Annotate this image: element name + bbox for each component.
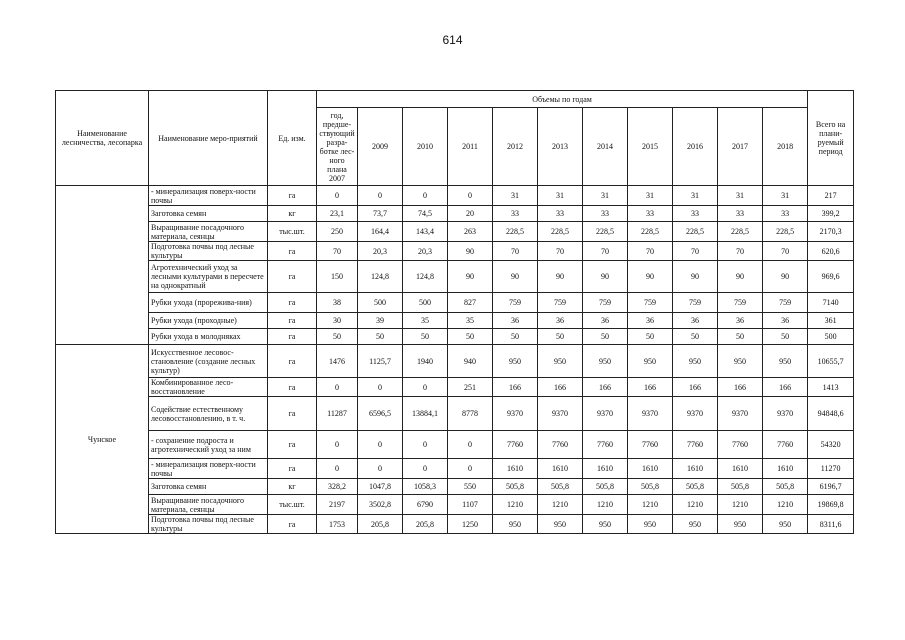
value-cell: 143,4 bbox=[403, 222, 448, 242]
value-cell: 36 bbox=[493, 313, 538, 329]
total-cell: 94848,6 bbox=[808, 397, 854, 431]
unit-cell: га bbox=[268, 345, 317, 378]
value-cell: 30 bbox=[317, 313, 358, 329]
header-forestry: Наименование лесничества, лесопарка bbox=[56, 91, 149, 186]
value-cell: 36 bbox=[583, 313, 628, 329]
header-year: 2012 bbox=[493, 108, 538, 186]
value-cell: 9370 bbox=[583, 397, 628, 431]
value-cell: 950 bbox=[763, 345, 808, 378]
table-row bbox=[56, 261, 854, 293]
value-cell: 550 bbox=[448, 479, 493, 495]
value-cell: 0 bbox=[448, 186, 493, 206]
value-cell: 228,5 bbox=[538, 222, 583, 242]
value-cell: 500 bbox=[403, 293, 448, 313]
unit-cell: кг bbox=[268, 206, 317, 222]
measure-name: Содействие естественному лесовосстановлению, в т. ч. bbox=[149, 397, 268, 431]
value-cell: 759 bbox=[763, 293, 808, 313]
header-year: 2015 bbox=[628, 108, 673, 186]
value-cell: 950 bbox=[628, 345, 673, 378]
value-cell: 33 bbox=[583, 206, 628, 222]
total-cell: 361 bbox=[808, 313, 854, 329]
measure-name: Искусственное лесовос-становление (создание лесных культур) bbox=[149, 345, 268, 378]
measure-name: Выращивание посадочного материала, сеянцы bbox=[149, 222, 268, 242]
value-cell: 1940 bbox=[403, 345, 448, 378]
value-cell: 1210 bbox=[583, 495, 628, 515]
unit-cell: га bbox=[268, 515, 317, 534]
header-year: 2018 bbox=[763, 108, 808, 186]
value-cell: 1210 bbox=[628, 495, 673, 515]
table-row bbox=[56, 495, 854, 515]
value-cell: 1610 bbox=[628, 459, 673, 479]
value-cell: 35 bbox=[403, 313, 448, 329]
value-cell: 33 bbox=[493, 206, 538, 222]
value-cell: 940 bbox=[448, 345, 493, 378]
value-cell: 50 bbox=[493, 329, 538, 345]
value-cell: 20 bbox=[448, 206, 493, 222]
value-cell: 36 bbox=[718, 313, 763, 329]
value-cell: 505,8 bbox=[763, 479, 808, 495]
measure-name: Рубки ухода (прорежива-ния) bbox=[149, 293, 268, 313]
value-cell: 0 bbox=[358, 186, 403, 206]
value-cell: 33 bbox=[763, 206, 808, 222]
value-cell: 328,2 bbox=[317, 479, 358, 495]
value-cell: 70 bbox=[763, 242, 808, 261]
measure-name: Агротехнический уход за лесными культурами в пересчете на однократный bbox=[149, 261, 268, 293]
value-cell: 205,8 bbox=[358, 515, 403, 534]
value-cell: 50 bbox=[538, 329, 583, 345]
value-cell: 228,5 bbox=[583, 222, 628, 242]
measure-name: Подготовка почвы под лесные культуры bbox=[149, 515, 268, 534]
value-cell: 7760 bbox=[673, 431, 718, 459]
value-cell: 90 bbox=[448, 261, 493, 293]
value-cell: 9370 bbox=[538, 397, 583, 431]
table-row bbox=[56, 242, 854, 261]
value-cell: 74,5 bbox=[403, 206, 448, 222]
measure-name: - минерализация поверх-ности почвы bbox=[149, 186, 268, 206]
value-cell: 228,5 bbox=[628, 222, 673, 242]
value-cell: 7760 bbox=[493, 431, 538, 459]
value-cell: 759 bbox=[493, 293, 538, 313]
unit-cell: га bbox=[268, 397, 317, 431]
value-cell: 759 bbox=[628, 293, 673, 313]
value-cell: 90 bbox=[628, 261, 673, 293]
value-cell: 70 bbox=[718, 242, 763, 261]
total-cell: 620,6 bbox=[808, 242, 854, 261]
value-cell: 1610 bbox=[763, 459, 808, 479]
value-cell: 20,3 bbox=[403, 242, 448, 261]
value-cell: 90 bbox=[448, 242, 493, 261]
measure-name: - минерализация поверх-ности почвы bbox=[149, 459, 268, 479]
table-row bbox=[56, 222, 854, 242]
value-cell: 31 bbox=[673, 186, 718, 206]
table-row bbox=[56, 186, 854, 206]
value-cell: 505,8 bbox=[673, 479, 718, 495]
value-cell: 50 bbox=[403, 329, 448, 345]
value-cell: 166 bbox=[718, 378, 763, 397]
value-cell: 70 bbox=[493, 242, 538, 261]
value-cell: 0 bbox=[317, 431, 358, 459]
value-cell: 31 bbox=[583, 186, 628, 206]
unit-cell: кг bbox=[268, 479, 317, 495]
value-cell: 205,8 bbox=[403, 515, 448, 534]
value-cell: 1610 bbox=[493, 459, 538, 479]
value-cell: 250 bbox=[317, 222, 358, 242]
table-row bbox=[56, 515, 854, 534]
value-cell: 505,8 bbox=[628, 479, 673, 495]
value-cell: 124,8 bbox=[358, 261, 403, 293]
value-cell: 9370 bbox=[673, 397, 718, 431]
header-year: 2010 bbox=[403, 108, 448, 186]
total-cell: 10655,7 bbox=[808, 345, 854, 378]
value-cell: 0 bbox=[403, 459, 448, 479]
value-cell: 20,3 bbox=[358, 242, 403, 261]
value-cell: 9370 bbox=[718, 397, 763, 431]
value-cell: 9370 bbox=[628, 397, 673, 431]
value-cell: 124,8 bbox=[403, 261, 448, 293]
header-year: 2017 bbox=[718, 108, 763, 186]
total-cell: 54320 bbox=[808, 431, 854, 459]
total-cell: 19869,8 bbox=[808, 495, 854, 515]
value-cell: 9370 bbox=[763, 397, 808, 431]
total-cell: 969,6 bbox=[808, 261, 854, 293]
table-row bbox=[56, 378, 854, 397]
value-cell: 7760 bbox=[628, 431, 673, 459]
value-cell: 2197 bbox=[317, 495, 358, 515]
table-row bbox=[56, 329, 854, 345]
unit-cell: га bbox=[268, 329, 317, 345]
page-number: 614 bbox=[442, 33, 463, 47]
value-cell: 150 bbox=[317, 261, 358, 293]
forestry-name bbox=[56, 186, 149, 345]
total-cell: 7140 bbox=[808, 293, 854, 313]
value-cell: 0 bbox=[317, 186, 358, 206]
measure-name: Рубки ухода в молодняках bbox=[149, 329, 268, 345]
value-cell: 33 bbox=[673, 206, 718, 222]
value-cell: 0 bbox=[317, 378, 358, 397]
value-cell: 950 bbox=[763, 515, 808, 534]
value-cell: 33 bbox=[718, 206, 763, 222]
unit-cell: тыс.шт. bbox=[268, 495, 317, 515]
value-cell: 35 bbox=[448, 313, 493, 329]
value-cell: 36 bbox=[763, 313, 808, 329]
table-row bbox=[56, 293, 854, 313]
value-cell: 31 bbox=[718, 186, 763, 206]
header-volumes: Объемы по годам bbox=[317, 91, 808, 108]
value-cell: 23,1 bbox=[317, 206, 358, 222]
value-cell: 50 bbox=[718, 329, 763, 345]
unit-cell: га bbox=[268, 431, 317, 459]
value-cell: 0 bbox=[448, 459, 493, 479]
measure-name: Подготовка почвы под лесные культуры bbox=[149, 242, 268, 261]
value-cell: 505,8 bbox=[583, 479, 628, 495]
value-cell: 7760 bbox=[718, 431, 763, 459]
table-row bbox=[56, 206, 854, 222]
value-cell: 70 bbox=[538, 242, 583, 261]
value-cell: 0 bbox=[358, 378, 403, 397]
value-cell: 3502,8 bbox=[358, 495, 403, 515]
header-year: 2014 bbox=[583, 108, 628, 186]
total-cell: 6196,7 bbox=[808, 479, 854, 495]
value-cell: 38 bbox=[317, 293, 358, 313]
header-measure: Наименование меро-приятий bbox=[149, 91, 268, 186]
header-year: 2011 bbox=[448, 108, 493, 186]
value-cell: 6596,5 bbox=[358, 397, 403, 431]
value-cell: 759 bbox=[673, 293, 718, 313]
value-cell: 166 bbox=[673, 378, 718, 397]
value-cell: 759 bbox=[583, 293, 628, 313]
value-cell: 950 bbox=[718, 515, 763, 534]
unit-cell: га bbox=[268, 378, 317, 397]
unit-cell: га bbox=[268, 186, 317, 206]
value-cell: 228,5 bbox=[718, 222, 763, 242]
value-cell: 950 bbox=[583, 515, 628, 534]
value-cell: 166 bbox=[493, 378, 538, 397]
table-row bbox=[56, 345, 854, 378]
value-cell: 70 bbox=[673, 242, 718, 261]
value-cell: 228,5 bbox=[673, 222, 718, 242]
value-cell: 70 bbox=[583, 242, 628, 261]
unit-cell: га bbox=[268, 261, 317, 293]
header-year: 2016 bbox=[673, 108, 718, 186]
value-cell: 1610 bbox=[673, 459, 718, 479]
measure-name: Рубки ухода (проходные) bbox=[149, 313, 268, 329]
value-cell: 166 bbox=[538, 378, 583, 397]
value-cell: 263 bbox=[448, 222, 493, 242]
value-cell: 90 bbox=[583, 261, 628, 293]
value-cell: 950 bbox=[493, 345, 538, 378]
value-cell: 950 bbox=[538, 345, 583, 378]
header-base-year: год, предше-ствующий разра-ботке лес-ного плана 2007 bbox=[317, 108, 358, 186]
total-cell: 399,2 bbox=[808, 206, 854, 222]
value-cell: 50 bbox=[673, 329, 718, 345]
value-cell: 8778 bbox=[448, 397, 493, 431]
measure-name: Комбинированное лесо-восстановление bbox=[149, 378, 268, 397]
total-cell: 500 bbox=[808, 329, 854, 345]
value-cell: 39 bbox=[358, 313, 403, 329]
value-cell: 0 bbox=[358, 431, 403, 459]
value-cell: 166 bbox=[583, 378, 628, 397]
value-cell: 31 bbox=[493, 186, 538, 206]
header-year: 2013 bbox=[538, 108, 583, 186]
total-cell: 1413 bbox=[808, 378, 854, 397]
value-cell: 505,8 bbox=[493, 479, 538, 495]
value-cell: 50 bbox=[763, 329, 808, 345]
value-cell: 90 bbox=[673, 261, 718, 293]
value-cell: 70 bbox=[628, 242, 673, 261]
value-cell: 950 bbox=[673, 345, 718, 378]
value-cell: 950 bbox=[718, 345, 763, 378]
total-cell: 8311,6 bbox=[808, 515, 854, 534]
value-cell: 70 bbox=[317, 242, 358, 261]
value-cell: 1210 bbox=[673, 495, 718, 515]
measure-name: Заготовка семян bbox=[149, 206, 268, 222]
table-row bbox=[56, 313, 854, 329]
unit-cell: га bbox=[268, 459, 317, 479]
value-cell: 73,7 bbox=[358, 206, 403, 222]
value-cell: 1476 bbox=[317, 345, 358, 378]
value-cell: 6790 bbox=[403, 495, 448, 515]
total-cell: 2170,3 bbox=[808, 222, 854, 242]
value-cell: 1610 bbox=[538, 459, 583, 479]
value-cell: 500 bbox=[358, 293, 403, 313]
value-cell: 0 bbox=[358, 459, 403, 479]
header-year: 2009 bbox=[358, 108, 403, 186]
value-cell: 950 bbox=[628, 515, 673, 534]
value-cell: 7760 bbox=[763, 431, 808, 459]
value-cell: 90 bbox=[538, 261, 583, 293]
table-row bbox=[56, 397, 854, 431]
unit-cell: га bbox=[268, 293, 317, 313]
value-cell: 50 bbox=[358, 329, 403, 345]
value-cell: 50 bbox=[628, 329, 673, 345]
value-cell: 31 bbox=[628, 186, 673, 206]
value-cell: 950 bbox=[538, 515, 583, 534]
value-cell: 90 bbox=[718, 261, 763, 293]
value-cell: 50 bbox=[448, 329, 493, 345]
value-cell: 33 bbox=[628, 206, 673, 222]
unit-cell: тыс.шт. bbox=[268, 222, 317, 242]
value-cell: 0 bbox=[448, 431, 493, 459]
value-cell: 33 bbox=[538, 206, 583, 222]
value-cell: 90 bbox=[763, 261, 808, 293]
value-cell: 759 bbox=[538, 293, 583, 313]
table-row bbox=[56, 459, 854, 479]
unit-cell: га bbox=[268, 242, 317, 261]
value-cell: 164,4 bbox=[358, 222, 403, 242]
value-cell: 9370 bbox=[493, 397, 538, 431]
total-cell: 11270 bbox=[808, 459, 854, 479]
value-cell: 11287 bbox=[317, 397, 358, 431]
value-cell: 1125,7 bbox=[358, 345, 403, 378]
value-cell: 1610 bbox=[583, 459, 628, 479]
value-cell: 166 bbox=[628, 378, 673, 397]
value-cell: 228,5 bbox=[763, 222, 808, 242]
value-cell: 36 bbox=[538, 313, 583, 329]
value-cell: 505,8 bbox=[718, 479, 763, 495]
value-cell: 1210 bbox=[718, 495, 763, 515]
value-cell: 36 bbox=[628, 313, 673, 329]
measure-name: Выращивание посадочного материала, сеянцы bbox=[149, 495, 268, 515]
table-row bbox=[56, 479, 854, 495]
value-cell: 7760 bbox=[583, 431, 628, 459]
value-cell: 950 bbox=[493, 515, 538, 534]
value-cell: 0 bbox=[403, 431, 448, 459]
value-cell: 50 bbox=[583, 329, 628, 345]
header-total: Всего на плани-руемый период bbox=[808, 91, 854, 186]
measure-name: Заготовка семян bbox=[149, 479, 268, 495]
forestry-name: Чунское bbox=[56, 345, 149, 534]
value-cell: 31 bbox=[763, 186, 808, 206]
value-cell: 1058,3 bbox=[403, 479, 448, 495]
header-unit: Ед. изм. bbox=[268, 91, 317, 186]
value-cell: 950 bbox=[673, 515, 718, 534]
value-cell: 50 bbox=[317, 329, 358, 345]
unit-cell: га bbox=[268, 313, 317, 329]
value-cell: 950 bbox=[583, 345, 628, 378]
value-cell: 7760 bbox=[538, 431, 583, 459]
value-cell: 505,8 bbox=[538, 479, 583, 495]
table-row bbox=[56, 431, 854, 459]
forest-activities-table bbox=[55, 90, 854, 534]
value-cell: 228,5 bbox=[493, 222, 538, 242]
value-cell: 1210 bbox=[763, 495, 808, 515]
value-cell: 166 bbox=[763, 378, 808, 397]
value-cell: 1210 bbox=[538, 495, 583, 515]
value-cell: 13884,1 bbox=[403, 397, 448, 431]
value-cell: 1210 bbox=[493, 495, 538, 515]
value-cell: 1753 bbox=[317, 515, 358, 534]
measure-name: - сохранение подроста и агротехнический уход за ним bbox=[149, 431, 268, 459]
value-cell: 0 bbox=[403, 186, 448, 206]
value-cell: 90 bbox=[493, 261, 538, 293]
value-cell: 0 bbox=[403, 378, 448, 397]
value-cell: 1047,8 bbox=[358, 479, 403, 495]
value-cell: 1107 bbox=[448, 495, 493, 515]
value-cell: 827 bbox=[448, 293, 493, 313]
value-cell: 0 bbox=[317, 459, 358, 479]
value-cell: 1610 bbox=[718, 459, 763, 479]
value-cell: 251 bbox=[448, 378, 493, 397]
value-cell: 36 bbox=[673, 313, 718, 329]
value-cell: 1250 bbox=[448, 515, 493, 534]
value-cell: 31 bbox=[538, 186, 583, 206]
value-cell: 759 bbox=[718, 293, 763, 313]
total-cell: 217 bbox=[808, 186, 854, 206]
